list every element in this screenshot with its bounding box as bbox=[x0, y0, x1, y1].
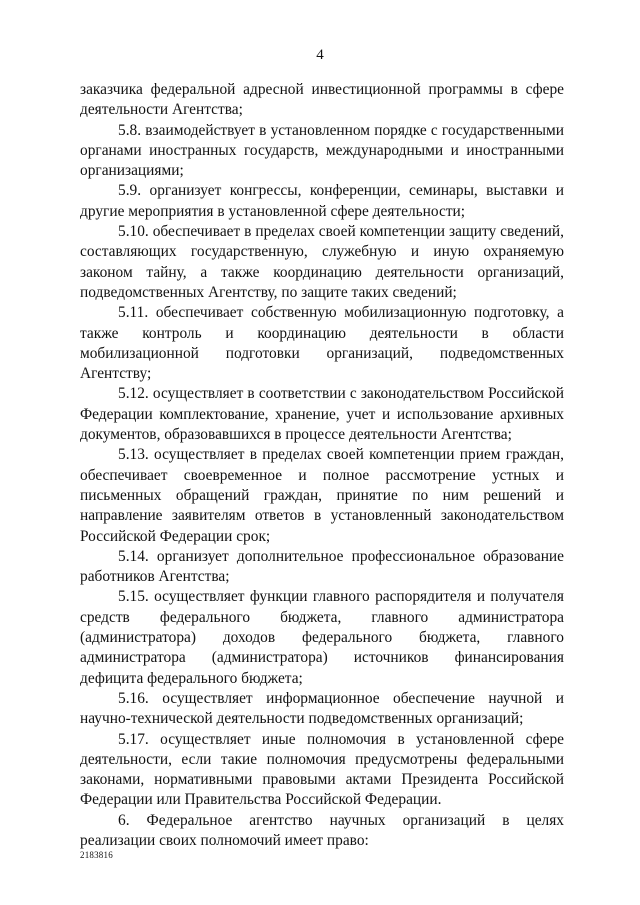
paragraph-5-16: 5.16. осуществляет информационное обеспечение научной и научно-технической деятельности подведомственных организаций; bbox=[80, 689, 564, 728]
document-body bbox=[80, 80, 564, 851]
paragraph-5-14: 5.14. организует дополнительное профессиональное образование работников Агентства; bbox=[80, 547, 564, 586]
paragraph-6: 6. Федеральное агентство научных организаций в целях реализации своих полномочий имеет право: bbox=[80, 811, 564, 849]
paragraph-continuation: заказчика федеральной адресной инвестиционной программы в сфере деятельности Агентства; bbox=[80, 81, 564, 119]
paragraph-5-13: 5.13. осуществляет в пределах своей компетенции прием граждан, обеспечивает своевременное и полное рассмотрение устных и письменных обращений граждан, принятие по ним решений и направление заявителям ответов в установленный законодательством Российской Федерации срок; bbox=[80, 446, 564, 545]
paragraph-5-11: 5.11. обеспечивает собственную мобилизационную подготовку, а также контроль и координацию деятельности в области мобилизационной подготовки организаций, подведомственных Агентству; bbox=[80, 304, 564, 383]
page-number: 4 bbox=[316, 47, 324, 63]
paragraph-5-9: 5.9. организует конгрессы, конференции, семинары, выставки и другие мероприятия в установленной сфере деятельности; bbox=[80, 182, 564, 220]
paragraph-5-15: 5.15. осуществляет функции главного распорядителя и получателя средств федерального бюджета, главного администратора (администратора) доходов федерального бюджета, главного администратора (администратора) источников финансирования дефицита федерального бюджета; bbox=[80, 588, 564, 687]
document-code: 2183816 bbox=[80, 850, 113, 860]
paragraph-5-8: 5.8. взаимодействует в установленном порядке с государственными органами иностранных государств, международными и иностранными организациями; bbox=[80, 121, 564, 180]
paragraph-5-10: 5.10. обеспечивает в пределах своей компетенции защиту сведений, составляющих государственную, служебную и иную охраняемую законом тайну, а также координацию деятельности организаций, подведомственных Агентству, по защите таких сведений; bbox=[80, 223, 564, 301]
paragraph-5-17: 5.17. осуществляет иные полномочия в установленной сфере деятельности, если такие полномочия предусмотрены федеральными законами, нормативными правовыми актами Президента Российской Федерации или Правительства Российской Федерации. bbox=[80, 730, 564, 809]
paragraph-5-12: 5.12. осуществляет в соответствии с законодательством Российской Федерации комплектование, хранение, учет и использование архивных документов, образовавшихся в процессе деятельности Агентства; bbox=[80, 385, 564, 444]
